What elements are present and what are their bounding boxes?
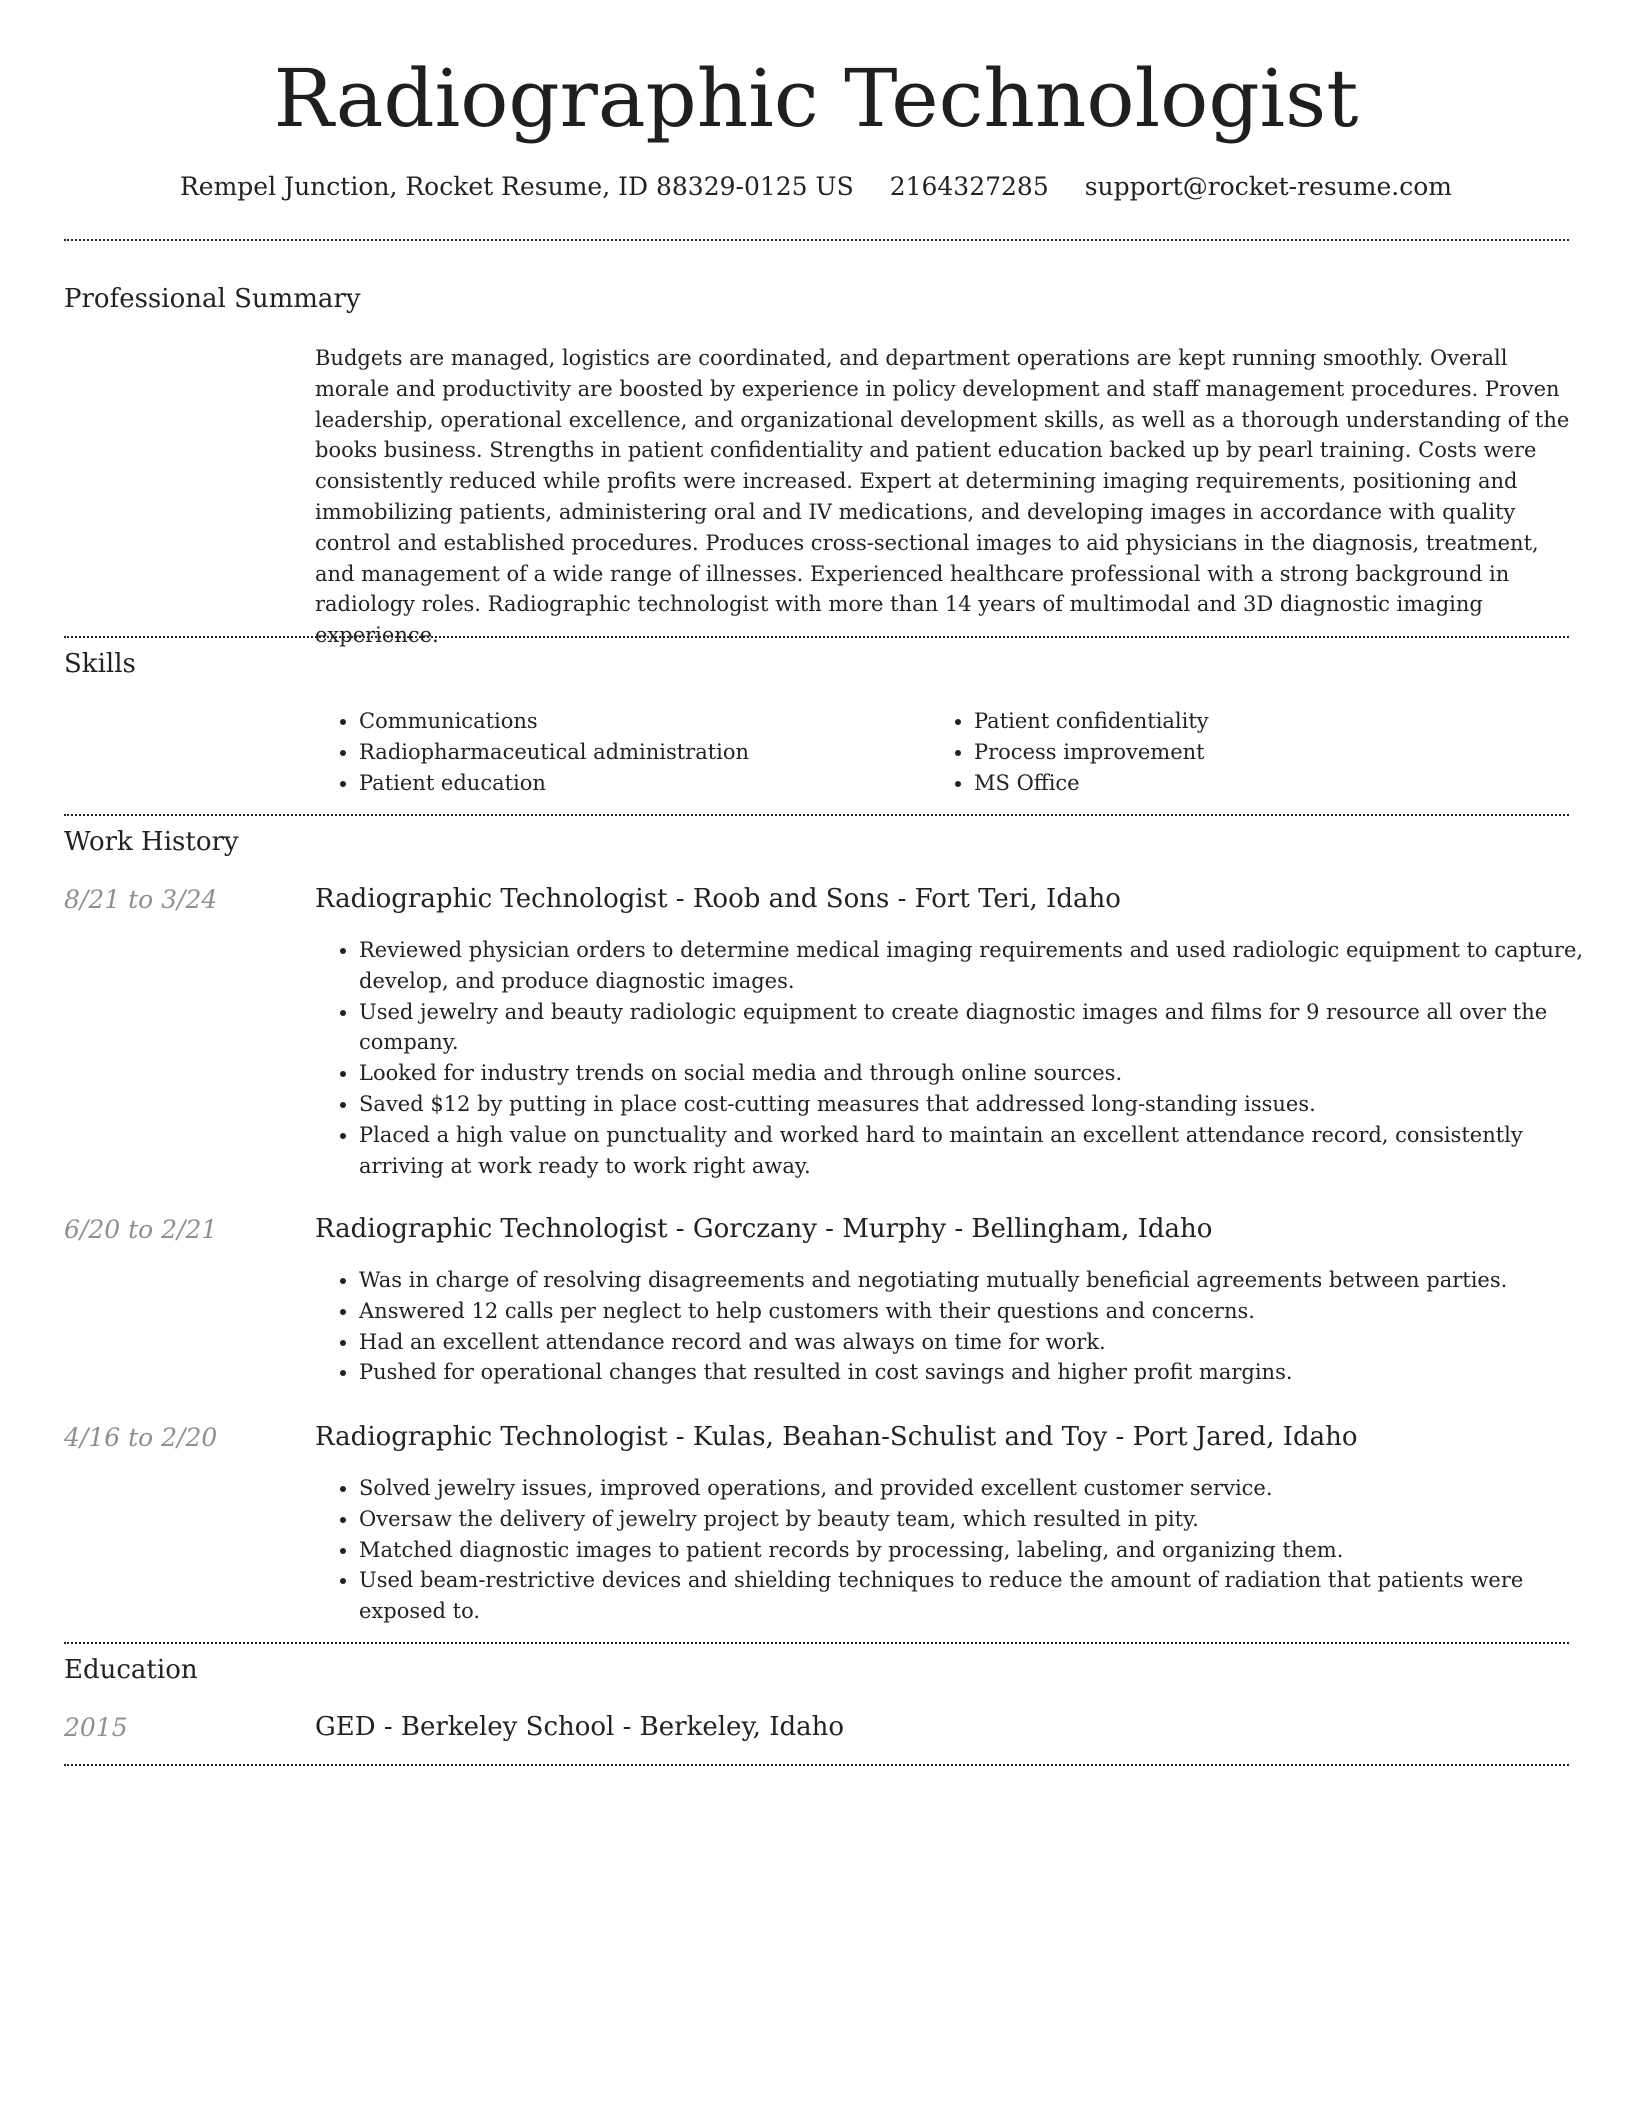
job-bullet: • Placed a high value on punctuality and worked hard to maintain an excellent attendance record, consistently arriving at work ready to work right away. [359,1120,1614,1182]
skills-list-right [930,706,1209,798]
job-dates: 8/21 to 3/24 [64,885,218,914]
job-title: Radiographic Technologist - Gorczany - Murphy - Bellingham, Idaho [315,1214,1213,1244]
job-bullets [315,1473,1614,1627]
contact-line [0,172,1632,201]
education-heading: Education [64,1655,198,1685]
job-bullets [315,1265,1614,1388]
job-bullet: • Saved $12 by putting in place cost-cutting measures that addressed long-standing issues. [359,1089,1614,1120]
divider [64,239,1569,241]
skills-heading: Skills [64,649,136,679]
job-bullet: • Used beam-restrictive devices and shielding techniques to reduce the amount of radiation that patients were exposed to. [359,1565,1614,1627]
job-bullet: • Answered 12 calls per neglect to help customers with their questions and concerns. [359,1296,1614,1327]
skill-item: • Radiopharmaceutical administration [359,737,749,768]
skill-item: • Process improvement [974,737,1209,768]
job-dates: 4/16 to 2/20 [64,1423,218,1452]
skill-item: • Communications [359,706,749,737]
divider [64,636,1569,638]
divider [64,1764,1569,1766]
education-title: GED - Berkeley School - Berkeley, Idaho [315,1712,845,1742]
job-dates: 6/20 to 2/21 [64,1215,218,1244]
summary-heading: Professional Summary [64,284,361,314]
job-bullet: • Reviewed physician orders to determine medical imaging requirements and used radiologic equipment to capture, develop, and produce diagnostic images. [359,935,1614,997]
job-bullet: • Looked for industry trends on social media and through online sources. [359,1058,1614,1089]
job-bullet: • Had an excellent attendance record and was always on time for work. [359,1327,1614,1358]
skills-list-left [315,706,749,798]
contact-phone: 2164327285 [889,172,1049,201]
contact-address: Rempel Junction, Rocket Resume, ID 88329-0125 US [179,172,854,201]
education-year: 2015 [64,1713,128,1742]
divider [64,814,1569,816]
page-title: Radiographic Technologist [273,52,1359,145]
job-title: Radiographic Technologist - Roob and Sons - Fort Teri, Idaho [315,884,1121,914]
job-bullet: • Pushed for operational changes that resulted in cost savings and higher profit margins. [359,1357,1614,1388]
job-bullet: • Solved jewelry issues, improved operations, and provided excellent customer service. [359,1473,1614,1504]
divider [64,1642,1569,1644]
job-bullet: • Used jewelry and beauty radiologic equipment to create diagnostic images and films for 9 resource all over the company. [359,997,1614,1059]
job-bullet: • Oversaw the delivery of jewelry project by beauty team, which resulted in pity. [359,1504,1614,1535]
skill-item: • MS Office [974,768,1209,799]
job-bullet: • Was in charge of resolving disagreements and negotiating mutually beneficial agreements between parties. [359,1265,1614,1296]
contact-email: support@rocket-resume.com [1084,172,1453,201]
skill-item: • Patient education [359,768,749,799]
job-title: Radiographic Technologist - Kulas, Beahan-Schulist and Toy - Port Jared, Idaho [315,1422,1358,1452]
summary-text: Budgets are managed, logistics are coordinated, and department operations are kept running smoothly. Overall morale and productivity are boosted by experience in policy development and staff management procedures. Proven leadership, operational excellence, and organizational development skills, as well as a thorough understanding of the books business. Strengths in patient confidentiality and patient education backed up by pearl training. Costs were consistently reduced while profits were increased. Expert at determining imaging requirements, positioning and immobilizing patients, administering oral and IV medications, and developing images in accordance with quality control and established procedures. Produces cross-sectional images to aid physicians in the diagnosis, treatment, and management of a wide range of illnesses. Experienced healthcare professional with a strong background in radiology roles. Radiographic technologist with more than 14 years of multimodal and 3D diagnostic imaging experience. [315,346,1570,648]
job-bullet: • Matched diagnostic images to patient records by processing, labeling, and organizing them. [359,1535,1614,1566]
work-heading: Work History [64,827,239,857]
skill-item: • Patient confidentiality [974,706,1209,737]
job-bullets [315,935,1614,1181]
